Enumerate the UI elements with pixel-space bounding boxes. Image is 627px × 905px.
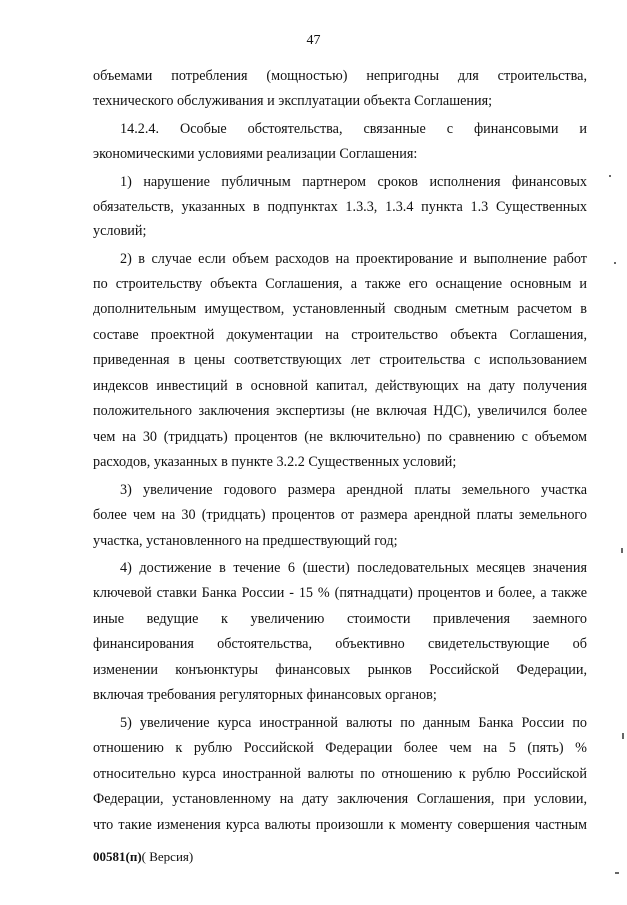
text-line: дополнительным имуществом, установленный сводным сметным расчетом в xyxy=(93,301,587,317)
scan-speck xyxy=(615,872,619,874)
text-line: изменении конъюнктуры финансовых рынков Российской Федерации, xyxy=(93,662,587,678)
footer-label: ( Версия) xyxy=(141,849,194,864)
text-line: 2) в случае если объем расходов на проектирование и выполнение работ xyxy=(120,251,587,267)
text-line: 4) достижение в течение 6 (шести) последовательных месяцев значения xyxy=(120,560,587,576)
text-line: Федерации, установленному на дату заключения Соглашения, при условии, xyxy=(93,791,587,807)
text-line: более чем на 30 (тридцать) процентов от размера арендной платы земельного xyxy=(93,507,587,523)
text-line: технического обслуживания и эксплуатации объекта Соглашения; xyxy=(93,93,493,109)
text-line: иные ведущие к увеличению стоимости привлечения заемного xyxy=(93,611,587,627)
text-line: обязательств, указанных в подпунктах 1.3.3, 1.3.4 пункта 1.3 Существенных xyxy=(93,199,587,215)
text-line: чем на 30 (тридцать) процентов (не включительно) по сравнению с объемом xyxy=(93,429,587,445)
page-number: 47 xyxy=(306,33,321,48)
text-line: 14.2.4. Особые обстоятельства, связанные с финансовыми и xyxy=(120,121,587,137)
footer-code: 00581(п) xyxy=(93,849,142,864)
text-line: 1) нарушение публичным партнером сроков исполнения финансовых xyxy=(120,174,587,190)
scan-speck xyxy=(621,548,623,553)
text-line: ключевой ставки Банка России - 15 % (пятнадцати) процентов и более, а также xyxy=(93,585,587,601)
text-line: 3) увеличение годового размера арендной платы земельного участка xyxy=(120,482,587,498)
text-line: по строительству объекта Соглашения, а также его оснащение основным и xyxy=(93,276,587,292)
text-line: 5) увеличение курса иностранной валюты по данным Банка России по xyxy=(120,715,587,731)
text-line: экономическими условиями реализации Соглашения: xyxy=(93,146,418,162)
text-line: отношению к рублю Российской Федерации более чем на 5 (пять) % xyxy=(93,740,587,756)
text-line: финансирования обстоятельства, объективно свидетельствующие об xyxy=(93,636,587,652)
text-line: относительно курса иностранной валюты по отношению к рублю Российской xyxy=(93,766,587,782)
text-line: включая требования регуляторных финансовых органов; xyxy=(93,687,437,703)
text-line: расходов, указанных в пункте 3.2.2 Существенных условий; xyxy=(93,454,457,470)
text-line: участка, установленного на предшествующий год; xyxy=(93,533,398,549)
scan-speck xyxy=(609,175,611,177)
text-line: приведенная в цены соответствующих лет строительства с использованием xyxy=(93,352,587,368)
text-line: составе проектной документации на строительство объекта Соглашения, xyxy=(93,327,587,343)
scan-speck xyxy=(622,733,624,739)
scan-speck xyxy=(614,262,616,264)
text-line: условий; xyxy=(93,223,147,239)
document-footer xyxy=(93,849,193,865)
text-line: объемами потребления (мощностью) непригодны для строительства, xyxy=(93,68,587,84)
text-line: индексов инвестиций в основной капитал, действующих на дату получения xyxy=(93,378,587,394)
text-line: положительного заключения экспертизы (не включая НДС), увеличился более xyxy=(93,403,587,419)
text-line: что такие изменения курса валюты произошли к моменту совершения частным xyxy=(93,817,587,833)
